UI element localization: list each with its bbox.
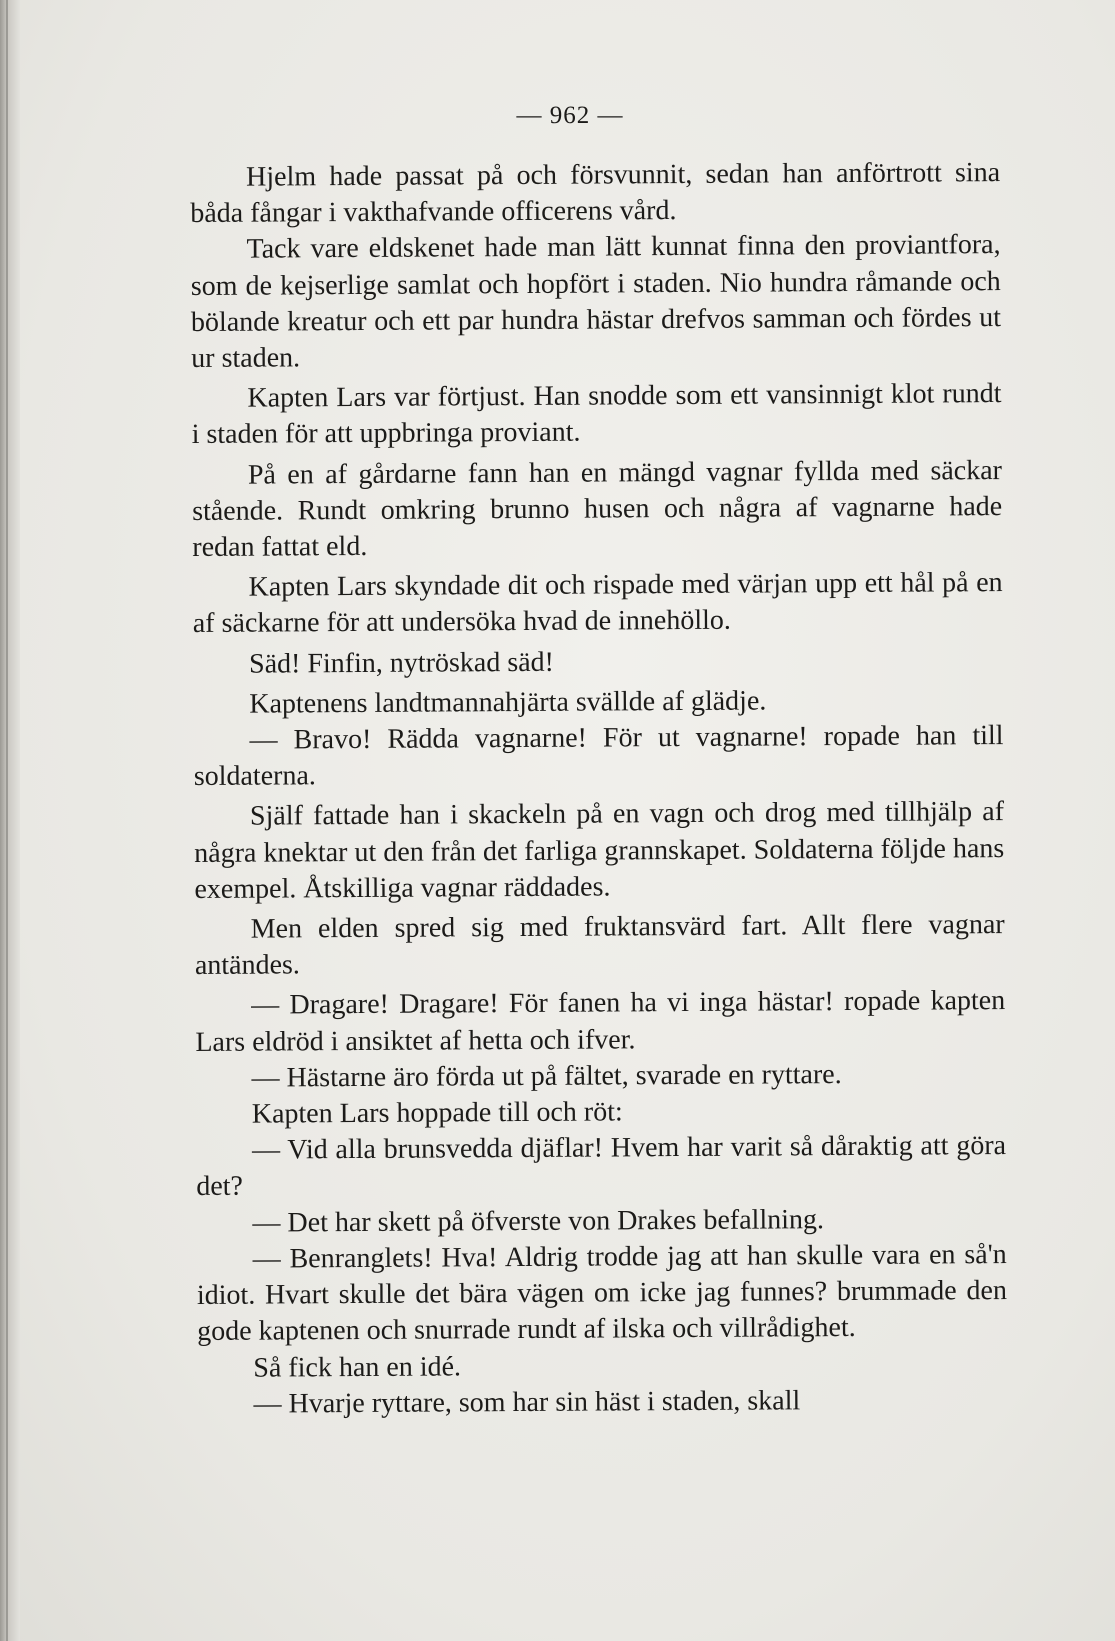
paragraph: Kapten Lars var förtjust. Han snodde som ett vansinnigt klot rundt i staden för att uppbringa proviant. [191,378,1002,451]
paragraph: Kaptenens landtmannahjärta svällde af glädje. [249,685,767,720]
paragraph: — Hästarne äro förda ut på fältet, svarade en ryttare. [251,1058,842,1094]
paragraph: Så fick han en idé. [253,1350,462,1384]
binding-edge [6,0,8,1641]
page-gutter [0,0,20,1641]
paragraph: Kapten Lars hoppade till och röt: [251,1096,623,1130]
paragraph: — Hvarje ryttare, som har sin häst i staden, skall [253,1384,801,1420]
paragraph: Men elden spred sig med fruktansvärd fart. Allt flere vagnar antändes. [194,909,1005,982]
paragraph: Kapten Lars skyndade dit och rispade med värjan upp ett hål på en af säckarne för att undersöka hvad de innehöllo. [192,567,1003,640]
paragraph: — Vid alla brunsvedda djäflar! Hvem har varit så dåraktig att göra det? [196,1130,1007,1203]
paragraph: — Dragare! Dragare! För fanen ha vi inga hästar! ropade kapten Lars eldröd i ansiktet af hetta och ifver. [195,985,1006,1058]
paragraph: — Bravo! Rädda vagnarne! För ut vagnarne! ropade han till soldaterna. [193,720,1004,793]
paragraph: Tack vare eldskenet hade man lätt kunnat finna den proviantfora, som de kejserlige samlat och hopfört i staden. Nio hundra råmande och bölande kreatur och ett par hundra hästar drefvos samman och fördes ut ur staden. [190,229,1002,375]
paragraph: — Benranglets! Hva! Aldrig trodde jag att han skulle vara en så'n idiot. Hvart skulle det bära vägen om icke jag funnes? brummade den gode kaptenen och snurrade rundt af ilska och villrådighet. [196,1238,1008,1348]
paragraph: Säd! Finfin, nytröskad säd! [248,646,555,680]
paragraph: På en af gårdarne fann han en mängd vagnar fyllda med säckar stående. Rundt omkring brunno husen och några af vagnarne hade redan fattat eld. [192,454,1003,564]
paragraph: — Det har skett på öfverste von Drakes befallning. [252,1203,825,1239]
page-number: — 962 — [516,102,624,129]
body-text [190,155,1008,1423]
paragraph: Själf fattade han i skackeln på en vagn och drog med tillhjälp af några knektar ut den från det farliga grannskapet. Soldaterna följde hans exempel. Åtskilliga vagnar räddades. [194,796,1005,905]
paragraph: Hjelm hade passat på och försvunnit, sedan han anförtrott sina båda fångar i vakthafvande officerens vård. [190,157,1001,230]
